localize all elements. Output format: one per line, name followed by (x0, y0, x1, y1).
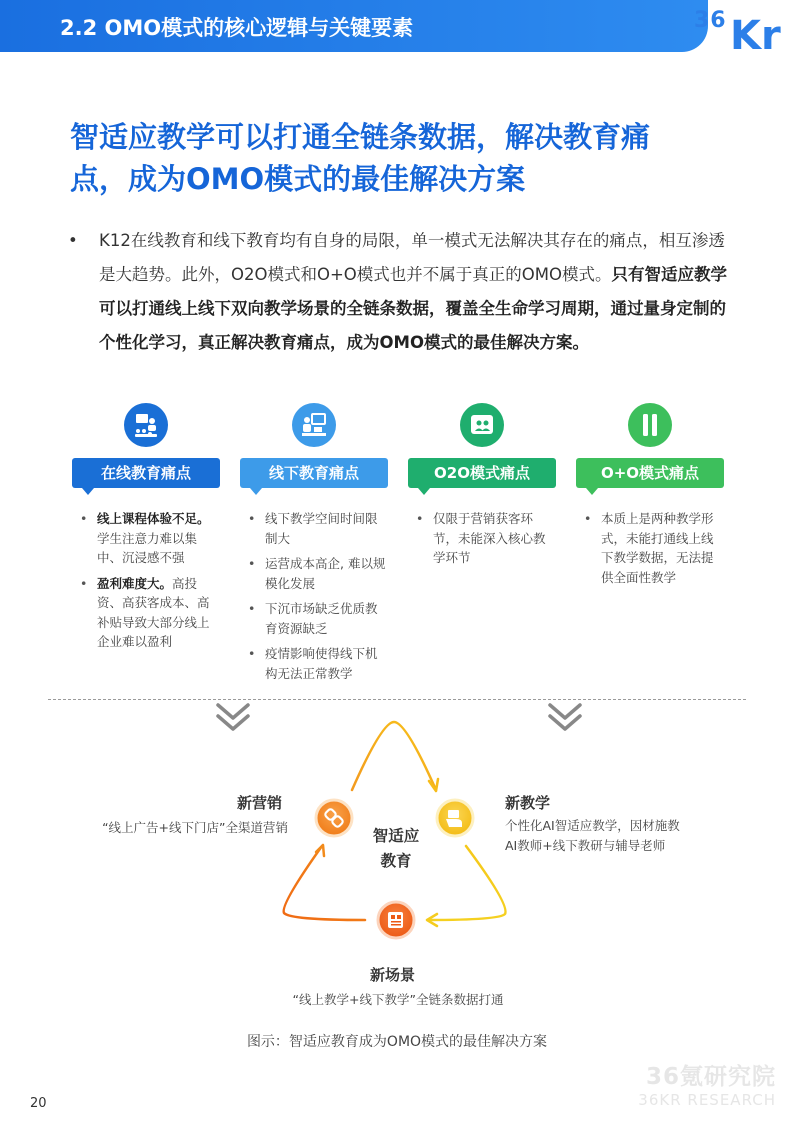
link-icon (316, 800, 352, 836)
main-title-line2: 点，成为OMO模式的最佳解决方案 (70, 162, 526, 196)
list-item: • 疫情影响使得线下机构无法正常教学 (248, 644, 388, 683)
list-item: • 下沉市场缺乏优质教育资源缺乏 (248, 599, 388, 638)
watermark-line1: 36氪研究院 (645, 1064, 776, 1090)
logo-36-text: 36 (694, 8, 727, 33)
scene-desc: “线上教学+线下教学”全链条数据打通 (292, 992, 504, 1007)
list-item: • 运营成本高企, 难以规模化发展 (248, 554, 388, 593)
list-item: • 盈利难度大。高投资、高获客成本、高补贴导致大部分线上企业难以盈利 (80, 574, 220, 652)
list-item: • 线下教学空间时间限制大 (248, 509, 388, 548)
marketing-title: 新营销 (237, 794, 283, 812)
center-label: 智适应教育 (372, 827, 420, 870)
intro-normal-text: K12在线教育和线下教育均有自身的局限，单一模式无法解决其存在的痛点，相互渗透是大趋势。此外，O2O模式和O+O模式也并不属于真正的OMO模式。 (99, 231, 725, 284)
scene-title: 新场景 (370, 966, 416, 984)
marketing-desc: “线上广告+线下门店”全渠道营销 (102, 820, 288, 835)
logo-kr-text: Kr (730, 13, 781, 59)
teaching-desc-line2: AI教师+线下教研与辅导老师 (505, 838, 666, 853)
offline-pain-label: 线下教育痛点 (240, 458, 388, 488)
list-item: • 线上课程体验不足。学生注意力难以集中、沉浸感不强 (80, 509, 220, 568)
list-item: • 本质上是两种教学形式，未能打通线上线下教学数据，无法提供全面性教学 (584, 509, 724, 587)
intro-bullet: • (68, 231, 78, 250)
chevron-down-icon (550, 705, 580, 729)
opluso-pain-label: O+O模式痛点 (576, 458, 724, 488)
document-list-icon (378, 902, 414, 938)
o2o-pain-label: O2O模式痛点 (408, 458, 556, 488)
intro-bold-text: 只有智适应教学可以打通线上线下双向教学场景的全链条数据，覆盖全生命学习周期，通过量身定制的个性化学习，真正解决教育痛点，成为OMO模式的最佳解决方案。 (99, 265, 727, 352)
teaching-desc-line1: 个性化AI智适应教学，因材施教 (505, 818, 680, 833)
page-number: 20 (30, 1096, 47, 1111)
teaching-desc (505, 816, 745, 856)
list-item: • 仅限于营销获客环节，未能深入核心教学环节 (416, 509, 556, 568)
online-pain-label: 在线教育痛点 (72, 458, 220, 488)
section-title: 2.2 OMO模式的核心逻辑与关键要素 (60, 16, 414, 40)
chevron-down-icon (218, 705, 248, 729)
teaching-title: 新教学 (505, 794, 551, 812)
main-title-line1: 智适应教学可以打通全链条数据，解决教育痛 (70, 120, 651, 154)
watermark-line2: 36KR RESEARCH (638, 1091, 776, 1109)
figure-caption: 图示：智适应教育成为OMO模式的最佳解决方案 (246, 1034, 548, 1050)
hand-card-icon (437, 800, 473, 836)
watermark (620, 1058, 776, 1109)
